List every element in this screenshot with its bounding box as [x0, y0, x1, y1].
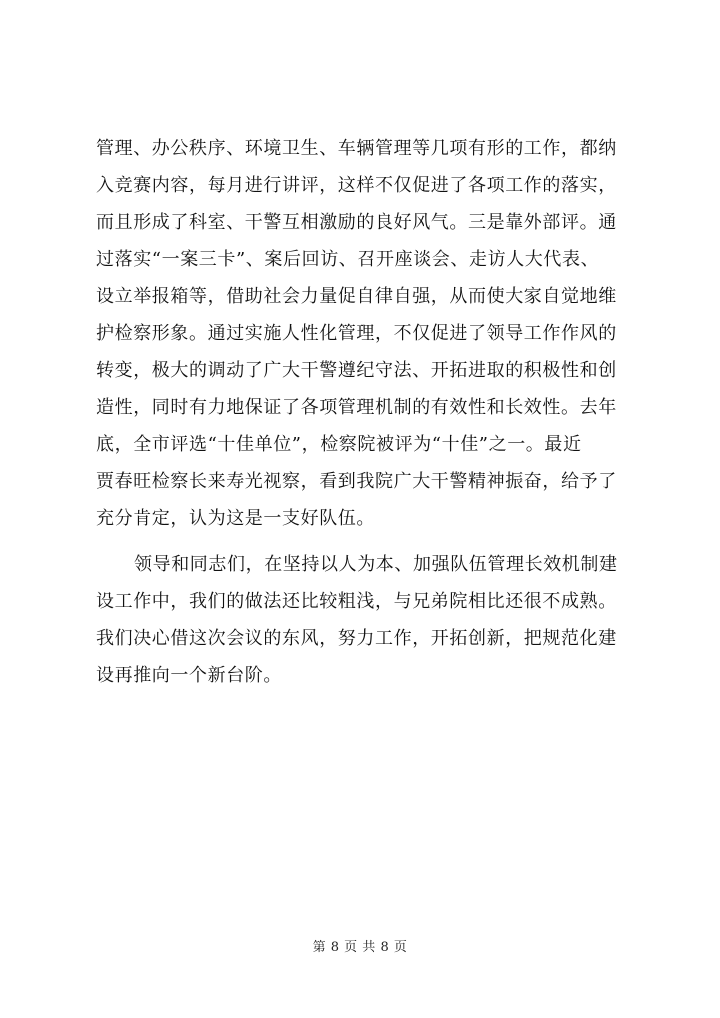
text-line: 护检察形象。通过实施人性化管理，不仅促进了领导工作作风的	[96, 323, 617, 344]
text-line: 我们决心借这次会议的东风，努力工作，开拓创新，把规范化建	[96, 628, 617, 649]
paragraph-first-line: 领导和同志们，在坚持以人为本、加强队伍管理长效机制建	[134, 554, 618, 575]
text-line: 管理、办公秩序、环境卫生、车辆管理等几项有形的工作，都纳	[96, 138, 617, 159]
text-line: 底，全市评选“十佳单位”，检察院被评为“十佳”之一。最近	[96, 434, 582, 455]
text-line: 过落实“一案三卡”、案后回访、召开座谈会、走访人大代表、	[96, 249, 600, 270]
page-number-footer: 第 8 页 共 8 页	[312, 940, 408, 955]
text-line: 设立举报箱等，借助社会力量促自律自强，从而使大家自觉地维	[96, 286, 617, 307]
text-line: 入竞赛内容，每月进行讲评，这样不仅促进了各项工作的落实，	[96, 175, 617, 196]
text-line: 转变，极大的调动了广大干警遵纪守法、开拓进取的积极性和创	[96, 360, 617, 381]
text-line: 设工作中，我们的做法还比较粗浅，与兄弟院相比还很不成熟。	[96, 591, 617, 612]
text-line: 造性，同时有力地保证了各项管理机制的有效性和长效性。去年	[96, 397, 617, 418]
text-line: 贾春旺检察长来寿光视察，看到我院广大干警精神振奋，给予了	[96, 471, 617, 492]
document-body	[96, 130, 636, 694]
text-line: 充分肯定，认为这是一支好队伍。	[96, 508, 375, 529]
text-line: 设再推向一个新台阶。	[96, 665, 282, 686]
text-line: 而且形成了科室、干警互相激励的良好风气。三是靠外部评。通	[96, 212, 617, 233]
